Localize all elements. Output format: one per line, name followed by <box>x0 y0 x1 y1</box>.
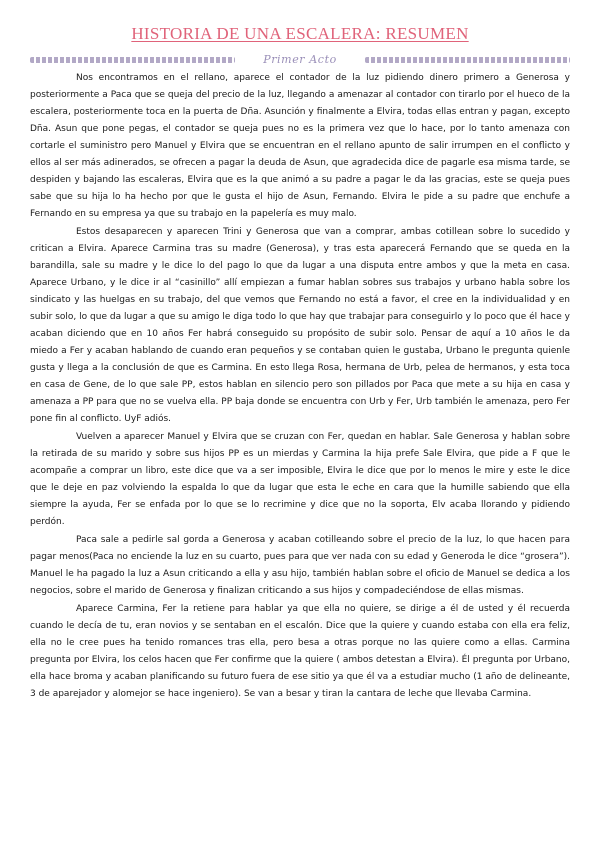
paragraph: Aparece Carmina, Fer la retiene para hablar ya que ella no quiere, se dirige a él de usted y él recuerda cuando le decía de tu, eran novios y se sentaban en el escalón. Dice que la quiere y cuando estaba con ella era feliz, ella no le cree pues ha tenido romances tras ella, pero besa a otras porque no las quiere como a ellas. Carmina pregunta por Elvira, los celos hacen que Fer confirme que la quiere ( ambos detestan a Elvira). Él pregunta por Urbano, ella hace broma y acaban planificando su futuro fuera de ese sitio ya que él va a estudiar mucho (1 año de delineante, 3 de aparejador y alomejor se hace ingeniero). Se van a besar y tiran la cantara de leche que llevaba Carmina. <box>30 604 570 699</box>
right-ornament-divider <box>365 57 570 63</box>
paragraph: Paca sale a pedirle sal gorda a Generosa y acaban cotilleando sobre el precio de la luz, lo que hacen para pagar menos(Paca no enciende la luz en su cuarto, pues para que ver nada con su edad y Generoda le dice “grosera”). Manuel le ha pagado la luz a Asun criticando a ella y asu hijo, también hablan sobre el oficio de Manuel se dedica a los negocios, sobre el marido de Generosa y finalizan criticando a sus hijos y compadeciéndose de ellas mismas. <box>30 535 570 596</box>
paragraph: Estos desaparecen y aparecen Trini y Generosa que van a comprar, ambas cotillean sobre lo sucedido y critican a Elvira. Aparece Carmina tras su madre (Generosa), y tras esta aparecerá Fernando que se queda en la barandilla, sale su madre y le dice lo del pago lo que da lugar a una disputa entre ambos y que la meta en casa. Aparece Urbano, y le dice ir al “casinillo” allí empiezan a fumar hablan sobres sus trabajos y urbano habla sobre los sindicato y las huelgas en su trabajo, del que vemos que Fernando no está a favor, el cree en la individualidad y en subir solo, lo que da lugar a que su amigo le diga todo lo que hay que trabajar para conseguirlo y lo poco que él hace y acaban diciendo que en 10 años Fer habrá conseguido su propósito de subir solo. Pensar de aquí a 10 años le da miedo a Fer y acaban hablando de cuando eran pequeños y se contaban quien le gustaba, Urbano le pregunta quienle gusta y llega a la conclusión de que es Carmina. En esto llega Rosa, hermana de Urb, pelea de hermanos, y esta toca en casa de Gene, de lo que sale PP, estos hablan en silencio pero son pillados por Paca que mete a su hija en casa y amenaza a PP para que no se vuelva ella. PP baja donde se encuentra con Urb y Fer, Urb también le amenaza, pero Fer pone fin al conflicto. UyF adiós. <box>30 227 570 424</box>
paragraph: Vuelven a aparecer Manuel y Elvira que se cruzan con Fer, quedan en hablar. Sale Generosa y hablan sobre la retirada de su marido y sobre sus hijos PP es un mierdas y Carmina la hija prefe Sale Elvira, que pide a F que le acompañe a comprar un libro, este dice que va a ser imposible, Elvira le dice que por lo menos le mire y este le dice que le deje en paz volviendo la espalda lo que da lugar que esta le eche en cara que la humille sabiendo que ella siempre la ayuda, Fer se enfada por lo que se lo recrimine y dice que no la soporta, Elv acaba llorando y pidiendo perdón. <box>30 432 570 527</box>
section-label: Primer Acto <box>263 53 337 66</box>
summary-body <box>30 70 570 703</box>
document-title: HISTORIA DE UNA ESCALERA: RESUMEN <box>131 24 469 43</box>
left-ornament-divider <box>30 57 235 63</box>
section-header <box>30 53 570 66</box>
paragraph: Nos encontramos en el rellano, aparece el contador de la luz pidiendo dinero primero a Generosa y posteriormente a Paca que se queja del precio de la luz, llegando a amenazar al contador con tirarlo por el hueco de la escalera, posteriormente toca en la puerta de Dña. Asunción y finalmente a Elvira, todas ellas entran y pagan, excepto Dña. Asun que pone pegas, el contador se queja pues no es la primera vez que lo hace, por lo tanto amenaza con cortarle el suministro pero Manuel y Elvira que se encuentran en el rellano apunto de salir irrumpen en el conflicto y ellos al ser más adinerados, se ofrecen a pagar la deuda de Asun, que agradecida dice de pagarle esa misma tarde, se despiden y bajando las escaleras, Elvira que es la que animó a su padre a pagar le da las gracias, este se queja pues sabe que su hija lo ha hecho por que le gusta el hijo de Asun, Fernando. Elvira le pide a su padre que enchufe a Fernando en su empresa ya que su trabajo en la papelería es muy malo. <box>30 73 570 219</box>
